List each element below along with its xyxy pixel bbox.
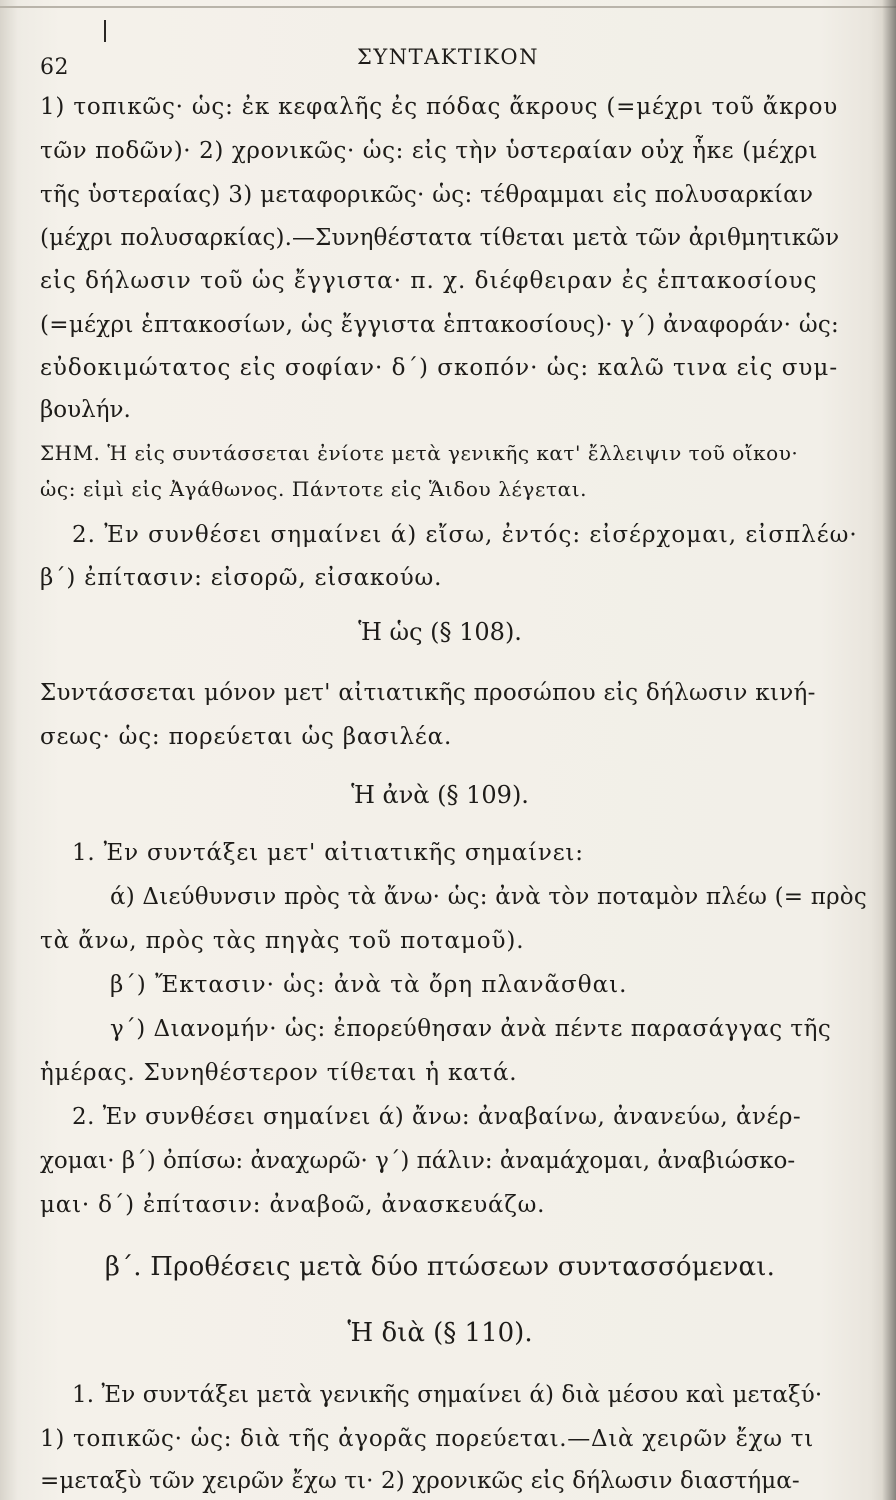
text-line: χομαι· β΄) ὀπίσω: ἀναχωρῶ· γ΄) πάλιν: ἀναμάχομαι, ἀναβιώσκο-	[40, 1148, 796, 1174]
text-line: (=μέχρι ἑπτακοσίων, ὡς ἔγγιστα ἑπτακοσίους)· γ΄) ἀναφοράν· ὡς:	[40, 312, 840, 338]
text-line: μαι· δ΄) ἐπίτασιν: ἀναβοῶ, ἀνασκευάζω.	[40, 1192, 546, 1218]
chapter-heading: β΄. Προθέσεις μετὰ δύο πτώσεων συντασσόμεναι.	[104, 1252, 776, 1282]
text-line: β΄) Ἔκτασιν· ὡς: ἀνὰ τὰ ὄρη πλανᾶσθαι.	[110, 972, 628, 998]
text-line: εὐδοκιμώτατος εἰς σοφίαν· δ΄) σκοπόν· ὡς: καλῶ τινα εἰς συμ-	[40, 355, 839, 381]
section-heading: Ἡ διὰ (§ 110).	[347, 1318, 533, 1348]
text-line: 1. Ἐν συντάξει μετὰ γενικῆς σημαίνει ά) διὰ μέσου καὶ μεταξύ·	[72, 1382, 823, 1408]
note-line: ΣΗΜ. Ἡ εἰς συντάσσεται ἐνίοτε μετὰ γενικῆς κατ' ἔλλειψιν τοῦ οἴκου·	[40, 441, 799, 465]
text-line: γ΄) Διανομήν· ὡς: ἐπορεύθησαν ἀνὰ πέντε παρασάγγας τῆς	[110, 1016, 832, 1042]
text-line: τῶν ποδῶν)· 2) χρονικῶς· ὡς: εἰς τὴν ὑστεραίαν οὐχ ἧκε (μέχρι	[40, 138, 818, 164]
text-line: Συντάσσεται μόνον μετ' αἰτιατικῆς προσώπου εἰς δήλωσιν κινή-	[40, 680, 816, 706]
text-line: 1) τοπικῶς· ὡς: ἐκ κεφαλῆς ἐς πόδας ἄκρους (=μέχρι τοῦ ἄκρου	[40, 94, 838, 120]
text-line: β΄) ἐπίτασιν: εἰσορῶ, εἰσακούω.	[40, 565, 443, 591]
text-line: 2. Ἐν συνθέσει σημαίνει ά) εἴσω, ἐντός: εἰσέρχομαι, εἰσπλέω·	[72, 522, 858, 548]
text-line: 1) τοπικῶς· ὡς: διὰ τῆς ἀγορᾶς πορεύεται.—Διὰ χειρῶν ἔχω τι	[40, 1426, 814, 1452]
text-line: εἰς δήλωσιν τοῦ ὡς ἔγγιστα· π. χ. διέφθειραν ἐς ἑπτακοσίους	[40, 268, 818, 294]
running-head: ΣΥΝΤΑΚΤΙΚΟΝ	[356, 45, 540, 69]
page-number: 62	[40, 55, 69, 80]
page-top-edge	[0, 6, 896, 8]
text-line: ἡμέρας. Συνηθέστερον τίθεται ἡ κατά.	[40, 1060, 518, 1086]
text-line: ά) Διεύθυνσιν πρὸς τὰ ἄνω· ὡς: ἀνὰ τὸν ποταμὸν πλέω (= πρὸς	[110, 884, 867, 910]
text-line: 1. Ἐν συντάξει μετ' αἰτιατικῆς σημαίνει:	[72, 840, 584, 866]
text-line: τῆς ὑστεραίας) 3) μεταφορικῶς· ὡς: τέθραμμαι εἰς πολυσαρκίαν	[40, 182, 814, 208]
text-line: σεως· ὡς: πορεύεται ὡς βασιλέα.	[40, 724, 453, 750]
note-line: ὡς: εἰμὶ εἰς Ἀγάθωνος. Πάντοτε εἰς Ἅιδου λέγεται.	[40, 477, 588, 501]
spine-shadow	[882, 0, 896, 1500]
section-heading: Ἡ ὡς (§ 108).	[358, 618, 522, 646]
text-line: τὰ ἄνω, πρὸς τὰς πηγὰς τοῦ ποταμοῦ).	[40, 928, 525, 954]
text-line: (μέχρι πολυσαρκίας).—Συνηθέστατα τίθεται μετὰ τῶν ἀριθμητικῶν	[40, 225, 840, 251]
text-line: =μεταξὺ τῶν χειρῶν ἔχω τι· 2) χρονικῶς εἰς δήλωσιν διαστήμα-	[40, 1468, 800, 1494]
section-heading: Ἡ ἀνὰ (§ 109).	[351, 781, 529, 809]
text-line: βουλήν.	[40, 397, 131, 423]
text-line: 2. Ἐν συνθέσει σημαίνει ά) ἄνω: ἀναβαίνω, ἀνανεύω, ἀνέρ-	[72, 1104, 802, 1130]
pencil-mark	[104, 20, 106, 42]
